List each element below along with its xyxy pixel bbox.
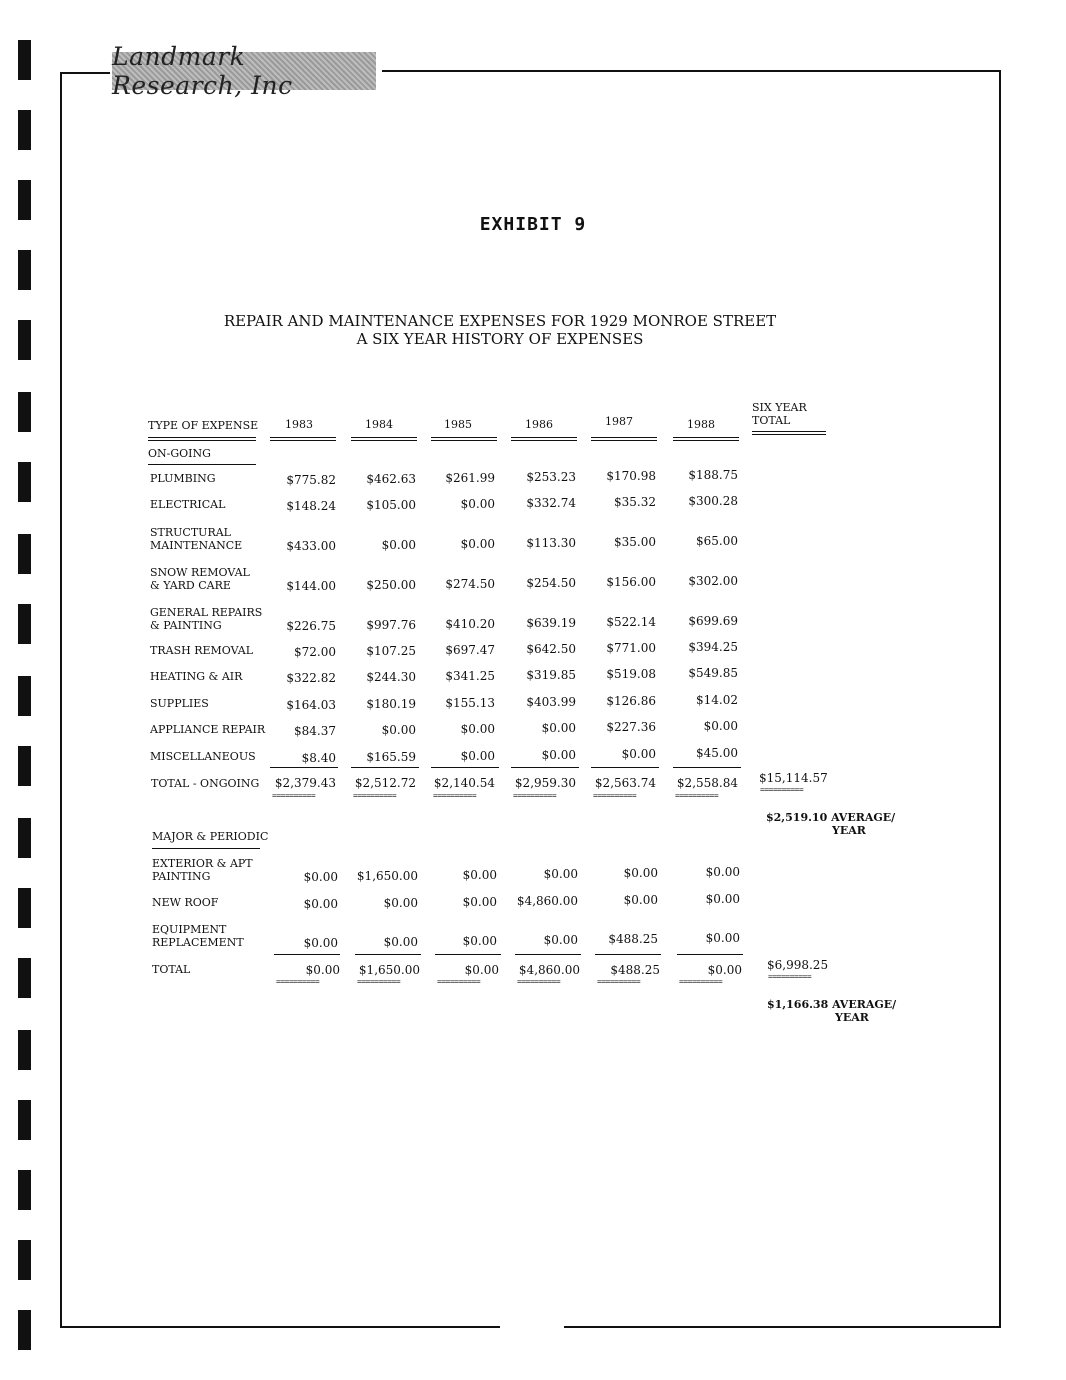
frame-left bbox=[60, 72, 62, 1328]
sum-rule bbox=[515, 954, 581, 955]
major-average-year: YEAR bbox=[835, 1011, 869, 1024]
binder-hole-mark bbox=[18, 1170, 31, 1210]
expense-value: $0.00 bbox=[705, 892, 740, 906]
expense-value: $164.03 bbox=[286, 698, 336, 712]
major-average: $1,166.38 AVERAGE/ bbox=[767, 998, 897, 1011]
expense-value: $462.63 bbox=[366, 472, 416, 486]
expense-value: $0.00 bbox=[541, 748, 576, 762]
expense-row-label: GENERAL REPAIRS & PAINTING bbox=[150, 606, 263, 632]
expense-value: $107.25 bbox=[366, 644, 416, 658]
header-rule bbox=[431, 440, 497, 441]
expense-value: $410.20 bbox=[445, 617, 495, 631]
double-rule: ========== bbox=[675, 791, 719, 800]
year-header: 1984 bbox=[365, 418, 393, 431]
expense-value: $0.00 bbox=[703, 719, 738, 733]
binder-hole-mark bbox=[18, 534, 31, 574]
expense-value: $0.00 bbox=[623, 893, 658, 907]
expense-value: $14.02 bbox=[696, 693, 738, 707]
total-ongoing-value: $2,379.43 bbox=[274, 776, 336, 790]
expense-value: $72.00 bbox=[294, 645, 336, 659]
expense-value: $0.00 bbox=[303, 870, 338, 884]
expense-value: $253.23 bbox=[526, 470, 576, 484]
expense-value: $126.86 bbox=[606, 694, 656, 708]
expense-value: $519.08 bbox=[606, 667, 656, 681]
expense-value: $0.00 bbox=[462, 895, 497, 909]
binder-hole-mark bbox=[18, 1310, 31, 1350]
double-rule: ========== bbox=[357, 977, 401, 986]
header-rule bbox=[270, 440, 336, 441]
year-header: 1988 bbox=[687, 418, 715, 431]
double-rule: ========== bbox=[593, 791, 637, 800]
expense-value: $0.00 bbox=[303, 936, 338, 950]
expense-value: $1,650.00 bbox=[356, 869, 418, 883]
expense-value: $332.74 bbox=[526, 496, 576, 510]
double-rule: ========== bbox=[353, 791, 397, 800]
frame-top-left bbox=[60, 72, 110, 74]
total-major-value: $0.00 bbox=[707, 963, 742, 977]
expense-value: $148.24 bbox=[286, 499, 336, 513]
section-label-major: MAJOR & PERIODIC bbox=[152, 830, 269, 843]
expense-value: $488.25 bbox=[608, 932, 658, 946]
frame-bottom-left bbox=[60, 1326, 500, 1328]
double-rule: ========== bbox=[768, 972, 812, 981]
header-rule bbox=[511, 437, 577, 438]
double-rule: ========== bbox=[679, 977, 723, 986]
total-ongoing-label: TOTAL - ONGOING bbox=[151, 777, 260, 790]
expense-value: $0.00 bbox=[543, 933, 578, 947]
expense-value: $0.00 bbox=[381, 723, 416, 737]
expense-value: $0.00 bbox=[303, 897, 338, 911]
expense-row-label: SNOW REMOVAL & YARD CARE bbox=[150, 566, 250, 592]
expense-value: $0.00 bbox=[541, 721, 576, 735]
sum-rule bbox=[355, 954, 421, 955]
expense-value: $433.00 bbox=[286, 539, 336, 553]
expense-value: $35.00 bbox=[614, 535, 656, 549]
expense-row-label: PLUMBING bbox=[150, 472, 216, 485]
expense-value: $0.00 bbox=[462, 934, 497, 948]
expense-value: $319.85 bbox=[526, 668, 576, 682]
double-rule: ========== bbox=[272, 791, 316, 800]
binder-hole-mark bbox=[18, 40, 31, 80]
header-rule bbox=[511, 440, 577, 441]
expense-value: $45.00 bbox=[696, 746, 738, 760]
expense-value: $699.69 bbox=[688, 614, 738, 628]
expense-value: $403.99 bbox=[526, 695, 576, 709]
sum-rule bbox=[351, 767, 419, 768]
sum-rule bbox=[595, 954, 661, 955]
expense-value: $0.00 bbox=[705, 931, 740, 945]
sum-rule bbox=[274, 954, 340, 955]
expense-value: $0.00 bbox=[705, 865, 740, 879]
total-ongoing-value: $2,959.30 bbox=[514, 776, 576, 790]
expense-value: $302.00 bbox=[688, 574, 738, 588]
document-title: REPAIR AND MAINTENANCE EXPENSES FOR 1929 MONROE STREET bbox=[223, 312, 777, 330]
expense-value: $227.36 bbox=[606, 720, 656, 734]
total-ongoing-value: $2,512.72 bbox=[354, 776, 416, 790]
binder-hole-mark bbox=[18, 1030, 31, 1070]
frame-bottom-right bbox=[564, 1326, 1001, 1328]
expense-value: $0.00 bbox=[460, 537, 495, 551]
expense-row-label: TRASH REMOVAL bbox=[150, 644, 254, 657]
expense-value: $155.13 bbox=[445, 696, 495, 710]
expense-value: $0.00 bbox=[383, 896, 418, 910]
year-header: 1987 bbox=[605, 415, 633, 428]
expense-value: $250.00 bbox=[366, 578, 416, 592]
total-major-value: $4,860.00 bbox=[518, 963, 580, 977]
expense-value: $180.19 bbox=[366, 697, 416, 711]
sum-rule bbox=[677, 954, 743, 955]
expense-value: $244.30 bbox=[366, 670, 416, 684]
expense-value: $997.76 bbox=[366, 618, 416, 632]
binder-hole-mark bbox=[18, 1100, 31, 1140]
expense-value: $0.00 bbox=[621, 747, 656, 761]
header-rule bbox=[270, 437, 336, 438]
expense-row-label: NEW ROOF bbox=[152, 896, 219, 909]
sum-rule bbox=[435, 954, 501, 955]
expense-value: $156.00 bbox=[606, 575, 656, 589]
sum-rule bbox=[673, 767, 741, 768]
frame-right bbox=[999, 70, 1001, 1328]
double-rule: ========== bbox=[437, 977, 481, 986]
company-logo: Landmark Research, Inc bbox=[112, 52, 376, 90]
expense-value: $65.00 bbox=[696, 534, 738, 548]
total-header: TOTAL bbox=[752, 414, 791, 427]
document-subtitle: A SIX YEAR HISTORY OF EXPENSES bbox=[356, 330, 644, 348]
total-ongoing-value: $2,140.54 bbox=[433, 776, 495, 790]
header-rule bbox=[673, 440, 739, 441]
expense-value: $300.28 bbox=[688, 494, 738, 508]
expense-value: $188.75 bbox=[688, 468, 738, 482]
double-rule: ========== bbox=[433, 791, 477, 800]
header-rule bbox=[148, 437, 256, 438]
header-rule bbox=[591, 437, 657, 438]
frame-top-right bbox=[382, 70, 1000, 72]
binder-hole-mark bbox=[18, 392, 31, 432]
binder-hole-mark bbox=[18, 462, 31, 502]
expense-row-label: MISCELLANEOUS bbox=[150, 750, 256, 763]
expense-value: $274.50 bbox=[445, 577, 495, 591]
expense-value: $4,860.00 bbox=[516, 894, 578, 908]
header-rule bbox=[752, 434, 826, 435]
expense-value: $0.00 bbox=[623, 866, 658, 880]
expense-row-label: SUPPLIES bbox=[150, 697, 209, 710]
double-rule: ========== bbox=[597, 977, 641, 986]
six-year-total-ongoing: $15,114.57 bbox=[759, 771, 828, 785]
total-major-value: $1,650.00 bbox=[358, 963, 420, 977]
expense-value: $322.82 bbox=[286, 671, 336, 685]
total-major-value: $0.00 bbox=[464, 963, 499, 977]
expense-value: $254.50 bbox=[526, 576, 576, 590]
expense-value: $394.25 bbox=[688, 640, 738, 654]
double-rule: ========== bbox=[276, 977, 320, 986]
header-rule bbox=[591, 440, 657, 441]
sum-rule bbox=[431, 767, 499, 768]
expense-value: $105.00 bbox=[366, 498, 416, 512]
expense-value: $642.50 bbox=[526, 642, 576, 656]
expense-row-label: EQUIPMENT REPLACEMENT bbox=[152, 923, 244, 949]
sum-rule bbox=[511, 767, 579, 768]
sum-rule bbox=[270, 767, 338, 768]
binder-hole-mark bbox=[18, 958, 31, 998]
total-ongoing-value: $2,558.84 bbox=[676, 776, 738, 790]
expense-row-label: HEATING & AIR bbox=[150, 670, 243, 683]
expense-value: $226.75 bbox=[286, 619, 336, 633]
section-label-ongoing: ON-GOING bbox=[148, 447, 211, 460]
year-header: 1983 bbox=[285, 418, 313, 431]
expense-row-label: STRUCTURAL MAINTENANCE bbox=[150, 526, 243, 552]
year-header: 1985 bbox=[444, 418, 472, 431]
total-major-value: $0.00 bbox=[305, 963, 340, 977]
double-rule: ========== bbox=[513, 791, 557, 800]
expense-value: $261.99 bbox=[445, 471, 495, 485]
binder-hole-mark bbox=[18, 746, 31, 786]
expense-value: $0.00 bbox=[383, 935, 418, 949]
header-rule bbox=[752, 431, 826, 432]
ongoing-average-year: YEAR bbox=[832, 824, 866, 837]
expense-value: $341.25 bbox=[445, 669, 495, 683]
binder-hole-mark bbox=[18, 676, 31, 716]
expense-value: $522.14 bbox=[606, 615, 656, 629]
section-underline bbox=[152, 848, 260, 849]
total-ongoing-value: $2,563.74 bbox=[594, 776, 656, 790]
sum-rule bbox=[591, 767, 659, 768]
six-year-total-major: $6,998.25 bbox=[767, 958, 829, 972]
expense-value: $639.19 bbox=[526, 616, 576, 630]
total-major-value: $488.25 bbox=[610, 963, 660, 977]
section-underline bbox=[148, 464, 256, 465]
expense-value: $775.82 bbox=[286, 473, 336, 487]
year-header: 1986 bbox=[525, 418, 553, 431]
expense-value: $697.47 bbox=[445, 643, 495, 657]
total-major-label: TOTAL bbox=[152, 963, 191, 976]
expense-value: $0.00 bbox=[460, 497, 495, 511]
expense-value: $0.00 bbox=[460, 722, 495, 736]
expense-value: $113.30 bbox=[526, 536, 576, 550]
expense-value: $0.00 bbox=[543, 867, 578, 881]
expense-value: $35.32 bbox=[614, 495, 656, 509]
expense-value: $170.98 bbox=[606, 469, 656, 483]
expense-value: $8.40 bbox=[301, 751, 336, 765]
expense-value: $0.00 bbox=[381, 538, 416, 552]
double-rule: ========== bbox=[517, 977, 561, 986]
expense-value: $549.85 bbox=[688, 666, 738, 680]
expense-value: $165.59 bbox=[366, 750, 416, 764]
double-rule: ========== bbox=[760, 785, 804, 794]
expense-value: $0.00 bbox=[460, 749, 495, 763]
binder-hole-mark bbox=[18, 250, 31, 290]
exhibit-number: EXHIBIT 9 bbox=[479, 214, 587, 235]
header-rule bbox=[351, 440, 417, 441]
expense-value: $771.00 bbox=[606, 641, 656, 655]
expense-row-label: ELECTRICAL bbox=[150, 498, 226, 511]
binder-hole-mark bbox=[18, 1240, 31, 1280]
header-rule bbox=[148, 440, 256, 441]
expense-row-label: APPLIANCE REPAIR bbox=[150, 723, 266, 736]
binder-hole-mark bbox=[18, 604, 31, 644]
type-of-expense-header: TYPE OF EXPENSE bbox=[148, 419, 259, 432]
ongoing-average: $2,519.10 AVERAGE/ bbox=[766, 811, 896, 824]
expense-value: $144.00 bbox=[286, 579, 336, 593]
header-rule bbox=[351, 437, 417, 438]
six-year-header: SIX YEAR bbox=[752, 401, 807, 414]
expense-value: $0.00 bbox=[462, 868, 497, 882]
binder-hole-mark bbox=[18, 818, 31, 858]
binder-hole-mark bbox=[18, 888, 31, 928]
expense-row-label: EXTERIOR & APT PAINTING bbox=[152, 857, 253, 883]
binder-hole-mark bbox=[18, 110, 31, 150]
expense-value: $84.37 bbox=[294, 724, 336, 738]
header-rule bbox=[673, 437, 739, 438]
header-rule bbox=[431, 437, 497, 438]
